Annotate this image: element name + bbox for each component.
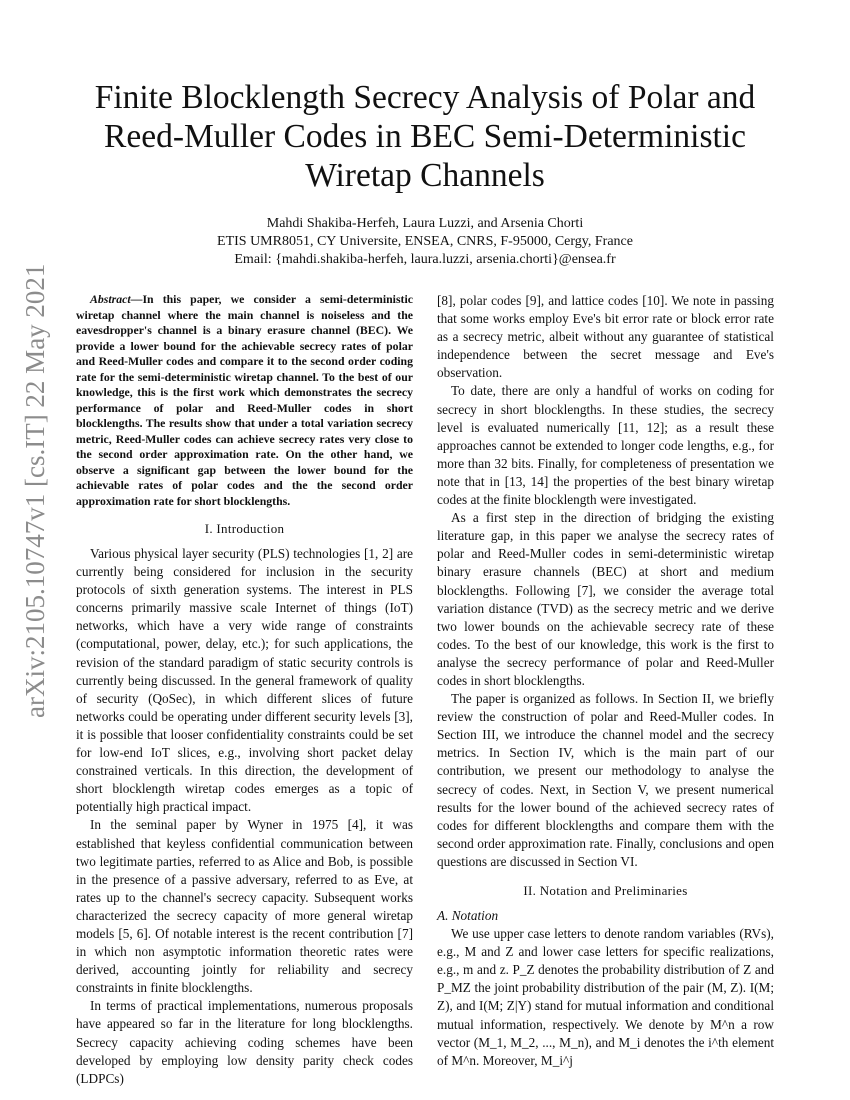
abstract-text: —In this paper, we consider a semi-deterministic wiretap channel where the main channel is noiseless and the eavesdropper's channel is a binary erasure channel (BEC). We provide a lower bound for the achievable secrecy rates of polar and Reed-Muller codes and compare it to the second order coding rate for the semi-deterministic wiretap channel. To the best of our knowledge, this is the first work which demonstrates the secrecy performance of polar and Reed-Muller codes in short blocklengths. The results show that under a total variation secrecy metric, Reed-Muller codes can achieve secrecy rates very close to the second order approximation rate. On the other hand, we observe a significant gap between the lower bound for the achievable rates of polar codes and the the second order approximation rate for short blocklengths. (76, 292, 413, 508)
left-column (76, 292, 413, 1088)
author-email: Email: {mahdi.shakiba-herfeh, laura.luzzi, arsenia.chorti}@ensea.fr (234, 252, 616, 267)
right-paragraph-1: [8], polar codes [9], and lattice codes [10]. We note in passing that some works employ Eve's bit error rate or block error rate as a secrecy metric, albeit without any guarantee of statistical independence between the secret message and Eve's observation. (437, 293, 774, 381)
arxiv-stamp-text: arXiv:2105.10747v1 [cs.IT] 22 May 2021 (20, 263, 50, 718)
right-column (437, 292, 774, 1070)
intro-paragraph-1: Various physical layer security (PLS) technologies [1, 2] are currently being considered for inclusion in the security protocols of sixth generation systems. The interest in PLS concerns primarily massive scale Internet of things (IoT) networks, which have a very wide range of constraints (computational, power, delay, etc.); for such applications, the revision of the standard paradigm of static security controls is currently being discussed. In the general framework of quality of security (QoSec), in which different slices of future networks could be operating under different security levels [3], it is possible that looser confidentiality constraints could be set for low-end IoT slices, e.g., involving short packet delay constrained verticals. In this direction, the development of short blocklength wiretap codes emerges as a topic of potentially high practical impact. (76, 546, 413, 815)
author-block (60, 215, 790, 269)
subsection-heading-notation: A. Notation (437, 908, 499, 923)
author-affiliation: ETIS UMR8051, CY Universite, ENSEA, CNRS, F-95000, Cergy, France (217, 234, 633, 249)
right-paragraph-2: To date, there are only a handful of works on coding for secrecy in short blocklengths. In these studies, the secrecy level is evaluated numerically [11, 12]; as a result these approaches cannot be extended to longer code lengths, e.g., for more than 32 bits. Finally, for completeness of presentation we note that in [13, 14] the properties of the best binary wiretap codes at the finite blocklength were investigated. (437, 383, 774, 508)
arxiv-stamp (20, 263, 50, 718)
right-paragraph-4: The paper is organized as follows. In Section II, we briefly review the construction of polar and Reed-Muller codes. In Section III, we introduce the channel model and the secrecy metrics. In Section IV, which is the main part of our contribution, we present our methodology to analyse the secrecy of codes. Next, in Section V, we present numerical results for the lower bound of the achieved secrecy rates of codes for different blocklengths and compare them with the second order approximation rate. Finally, conclusions and open questions are discussed in Section VI. (437, 691, 774, 869)
intro-paragraph-2: In the seminal paper by Wyner in 1975 [4], it was established that keyless confidential communication between two legitimate parties, referred to as Alice and Bob, is possible in the presence of a passive adversary, referred to as Eve, at rates up to the channel's secrecy capacity. Subsequent works characterized the secrecy capacity of more general wiretap models [5, 6]. Of notable interest is the recent contribution [7] in which non asymptotic information theoretic rates were derived, accounting jointly for reliability and secrecy constraints in finite blocklengths. (76, 817, 413, 996)
intro-paragraph-3: In terms of practical implementations, numerous proposals have appeared so far in the literature for long blocklengths. Secrecy capacity achieving coding schemes have been developed by employing low density parity check codes (LDPCs) (76, 998, 413, 1086)
paper-title: Finite Blocklength Secrecy Analysis of Polar and Reed-Muller Codes in BEC Semi-Deterministic Wiretap Channels (94, 79, 756, 194)
abstract-label: Abstract (90, 292, 131, 306)
notation-paragraph-1: We use upper case letters to denote random variables (RVs), e.g., M and Z and lower case letters for specific realizations, e.g., m and z. P_Z denotes the probability distribution of Z and P_MZ the joint probability distribution of the pair (M, Z). I(M; Z), and I(M; Z|Y) stand for mutual information and conditional mutual information, respectively. We denote by M^n a row vector (M_1, M_2, ..., M_n), and M_i denotes the i^th element of M^n. Moreover, M_i^j (437, 926, 774, 1068)
abstract (76, 292, 413, 509)
section-heading-introduction: I. Introduction (204, 521, 285, 536)
author-names: Mahdi Shakiba-Herfeh, Laura Luzzi, and Arsenia Chorti (266, 216, 584, 231)
section-heading-notation: II. Notation and Preliminaries (523, 883, 688, 898)
right-paragraph-3: As a first step in the direction of bridging the existing literature gap, in this paper we analyse the secrecy rates of polar and Reed-Muller codes in semi-deterministic wiretap binary erasure channels (BEC) at short and medium blocklengths. Following [7], we consider the average total variation distance (TVD) as the secrecy metric and we derive two lower bounds on the achievable secrecy rate of these codes. To the best of our knowledge, this work is the first to analyse the secrecy performance of polar and Reed-Muller codes in short blocklengths. (437, 510, 774, 688)
